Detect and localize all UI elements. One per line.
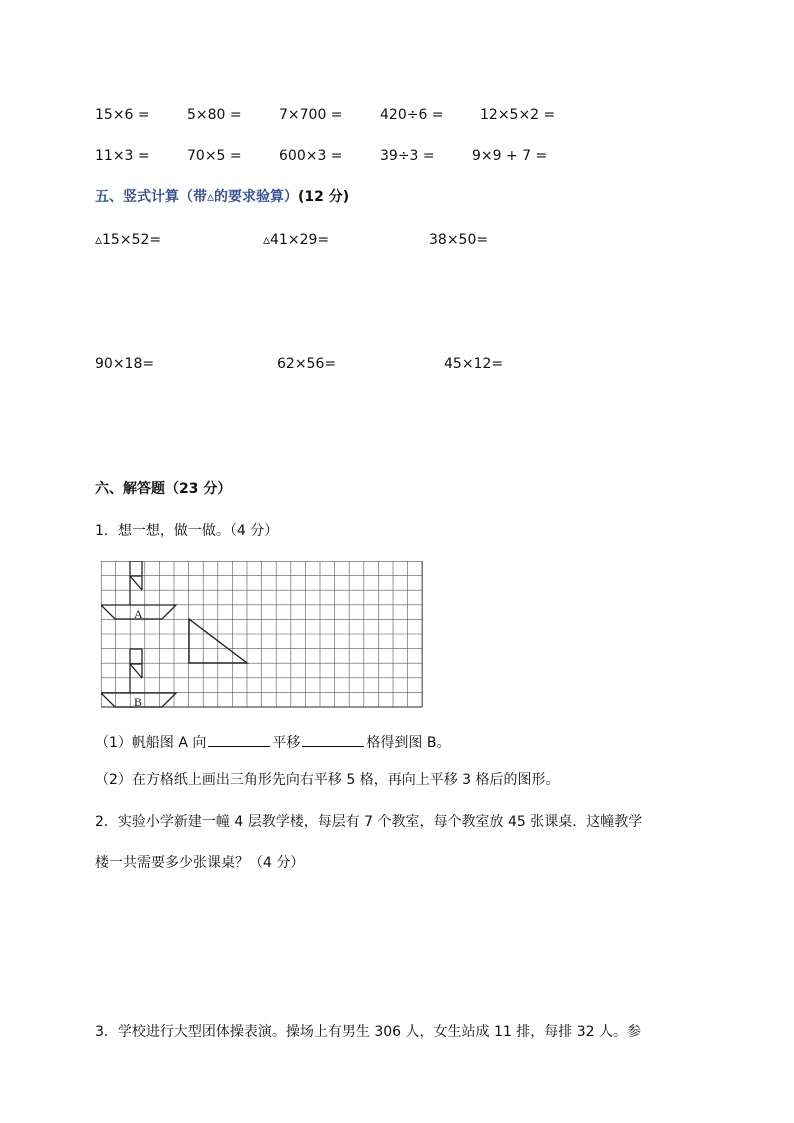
grid-lines — [101, 561, 422, 707]
q2-line1: 2．实验小学新建一幢 4 层教学楼，每层有 7 个教室，每个教室放 45 张课桌．这幢教学 — [95, 814, 643, 830]
oral-1-2: 5×80 = — [187, 107, 242, 123]
oral-1-3: 7×700 = — [279, 107, 343, 123]
q1-blank-direction[interactable] — [208, 733, 270, 747]
q1-sub1-part-b: 平移 — [272, 735, 301, 751]
oral-2-4: 39÷3 = — [380, 148, 435, 164]
vertical-2-1: 90×18= — [95, 356, 155, 372]
vertical-2-2: 62×56= — [277, 356, 337, 372]
label-a: A — [134, 607, 143, 621]
oral-2-5: 9×9 + 7 = — [472, 148, 548, 164]
q1-sub1-part-a: （1）帆船图 A 向 — [95, 735, 207, 751]
section6-title: 六、解答题（23 分） — [95, 481, 232, 497]
q1-sub1-part-c: 格得到图 B。 — [366, 735, 451, 751]
section5-score: (12 分) — [298, 189, 350, 205]
vertical-1-2: ▵41×29= — [263, 232, 330, 248]
oral-1-5: 12×5×2 = — [480, 107, 556, 123]
q1-sub2: （2）在方格纸上画出三角形先向右平移 5 格，再向上平移 3 格后的图形。 — [95, 772, 560, 788]
vertical-1-1: ▵15×52= — [95, 232, 162, 248]
q1-sub1 — [95, 733, 450, 750]
vertical-2-3: 45×12= — [444, 356, 504, 372]
oral-2-2: 70×5 = — [187, 148, 242, 164]
oral-2-3: 600×3 = — [279, 148, 343, 164]
vertical-1-3: 38×50= — [429, 232, 489, 248]
label-b: B — [134, 695, 143, 708]
grid-figure — [101, 561, 423, 708]
section5-title: 五、竖式计算（带▵的要求验算） — [95, 189, 299, 205]
q3-line1: 3．学校进行大型团体操表演。操场上有男生 306 人，女生站成 11 排，每排 32 人。参 — [95, 1024, 641, 1040]
q1-blank-count[interactable] — [302, 733, 364, 747]
oral-1-1: 15×6 = — [95, 107, 150, 123]
oral-1-4: 420÷6 = — [380, 107, 444, 123]
q1-title: 1．想一想，做一做。（4 分） — [95, 523, 279, 539]
section5-heading — [95, 190, 349, 204]
q2-line2: 楼一共需要多少张课桌？（4 分） — [95, 855, 305, 871]
oral-2-1: 11×3 = — [95, 148, 150, 164]
